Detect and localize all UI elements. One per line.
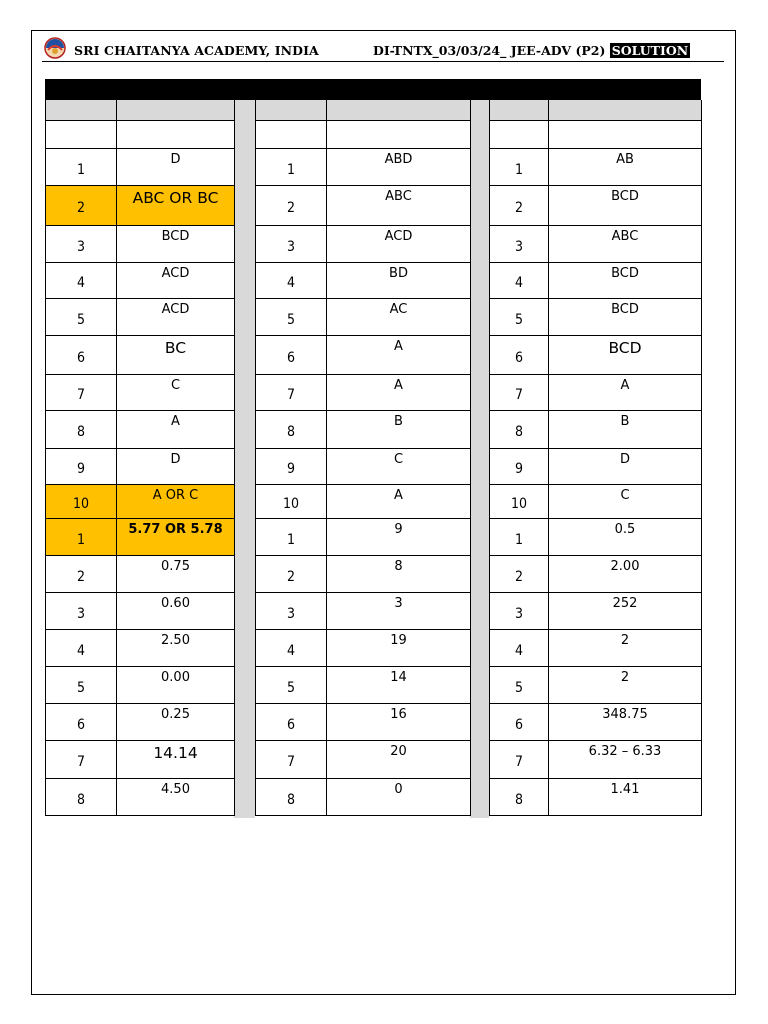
question-number: 8 (490, 778, 549, 815)
answer-row (490, 335, 702, 374)
answer-value: D (117, 448, 235, 484)
answer-value: BCD (549, 298, 702, 335)
question-number: 6 (256, 335, 327, 374)
answer-value: 4.50 (117, 778, 235, 815)
answer-row (46, 448, 235, 484)
question-number: 2 (256, 555, 327, 592)
question-number: 2 (490, 555, 549, 592)
answer-row (256, 262, 471, 298)
question-number: 10 (46, 484, 117, 518)
question-number: 7 (256, 740, 327, 778)
answer-value: 0 (327, 778, 471, 815)
answer-row (256, 225, 471, 262)
answer-value: ACD (117, 298, 235, 335)
answer-value: 0.25 (117, 703, 235, 740)
answer-row (46, 410, 235, 448)
answer-row (46, 484, 235, 518)
question-number: 3 (46, 592, 117, 629)
answer-value: ABC (549, 225, 702, 262)
question-number: 2 (46, 185, 117, 225)
answer-value: 0.75 (117, 555, 235, 592)
answer-row (256, 778, 471, 815)
header-band (490, 100, 702, 120)
question-number: 8 (256, 410, 327, 448)
answer-row (46, 262, 235, 298)
answer-row (490, 262, 702, 298)
answer-row (46, 518, 235, 555)
question-number: 5 (490, 298, 549, 335)
answer-row (490, 555, 702, 592)
question-number: 8 (46, 778, 117, 815)
question-number: 1 (46, 148, 117, 185)
answer-row (256, 484, 471, 518)
answer-value: 19 (327, 629, 471, 666)
answer-value: B (327, 410, 471, 448)
question-number: 7 (46, 374, 117, 410)
answer-row (46, 148, 235, 185)
answer-row (490, 298, 702, 335)
question-number: 5 (256, 666, 327, 703)
answer-row (490, 740, 702, 778)
answer-row (256, 703, 471, 740)
question-number: 3 (46, 225, 117, 262)
question-number: 10 (256, 484, 327, 518)
answer-value: 2 (549, 666, 702, 703)
answer-row (46, 778, 235, 815)
answer-value: 348.75 (549, 703, 702, 740)
answer-value: BC (117, 335, 235, 374)
question-number: 3 (490, 225, 549, 262)
answer-row (490, 592, 702, 629)
answer-value: 0.00 (117, 666, 235, 703)
title-bar (45, 79, 701, 100)
answer-row (46, 298, 235, 335)
answer-row (490, 225, 702, 262)
answer-value: C (549, 484, 702, 518)
logo-icon (42, 36, 68, 60)
answer-row (46, 703, 235, 740)
answer-row (46, 185, 235, 225)
answer-value: C (117, 374, 235, 410)
answer-value: A (117, 410, 235, 448)
question-number: 6 (490, 703, 549, 740)
answer-value: ABD (327, 148, 471, 185)
answer-row (256, 374, 471, 410)
question-number: 3 (490, 592, 549, 629)
answer-row (46, 374, 235, 410)
question-number: 2 (46, 555, 117, 592)
answer-value: A (327, 335, 471, 374)
answer-row (256, 185, 471, 225)
answer-table-3 (489, 100, 702, 816)
question-number: 9 (256, 448, 327, 484)
question-number: 4 (256, 262, 327, 298)
answer-value: AC (327, 298, 471, 335)
question-number: 4 (490, 262, 549, 298)
answer-value: A (327, 374, 471, 410)
answer-row (490, 448, 702, 484)
answer-value: BD (327, 262, 471, 298)
answer-row (490, 484, 702, 518)
answer-value: 2 (549, 629, 702, 666)
answer-value: D (549, 448, 702, 484)
answer-value: A (549, 374, 702, 410)
answer-value: 5.77 OR 5.78 (117, 518, 235, 555)
answer-value: 252 (549, 592, 702, 629)
answer-row (490, 185, 702, 225)
question-number: 5 (490, 666, 549, 703)
answer-value: BCD (549, 262, 702, 298)
question-number: 9 (490, 448, 549, 484)
header-band (256, 100, 471, 120)
question-number: 1 (256, 148, 327, 185)
question-number: 9 (46, 448, 117, 484)
question-number: 7 (256, 374, 327, 410)
column-header-row (256, 120, 471, 148)
answer-value: 0.5 (549, 518, 702, 555)
header-rule (42, 61, 724, 62)
column-header-row (490, 120, 702, 148)
question-number: 1 (256, 518, 327, 555)
question-number: 8 (490, 410, 549, 448)
answer-value: 16 (327, 703, 471, 740)
answer-value: 9 (327, 518, 471, 555)
answer-row (256, 298, 471, 335)
answer-row (46, 555, 235, 592)
question-number: 4 (490, 629, 549, 666)
answer-value: BCD (549, 185, 702, 225)
question-number: 6 (490, 335, 549, 374)
answer-row (256, 666, 471, 703)
answer-row (256, 592, 471, 629)
answer-value: 8 (327, 555, 471, 592)
separator-2 (470, 100, 489, 818)
header-band (46, 100, 235, 120)
solution-label: SOLUTION (611, 43, 689, 58)
paper-code: DI-TNTX_03/03/24_ JEE-ADV (P2) SOLUTION (373, 43, 689, 58)
answer-row (256, 448, 471, 484)
answer-value: 14.14 (117, 740, 235, 778)
answer-row (46, 592, 235, 629)
question-number: 1 (46, 518, 117, 555)
question-number: 6 (256, 703, 327, 740)
answer-value: 0.60 (117, 592, 235, 629)
answer-value: 6.32 – 6.33 (549, 740, 702, 778)
answer-value: C (327, 448, 471, 484)
question-number: 7 (490, 740, 549, 778)
answer-row (46, 629, 235, 666)
answer-table-2 (255, 100, 471, 816)
question-number: 1 (490, 148, 549, 185)
answer-value: 3 (327, 592, 471, 629)
answer-row (256, 740, 471, 778)
answer-row (256, 148, 471, 185)
answer-row (490, 778, 702, 815)
answer-table-1 (45, 100, 235, 816)
answer-value: ACD (117, 262, 235, 298)
answer-row (256, 629, 471, 666)
answer-row (490, 374, 702, 410)
answer-value: 20 (327, 740, 471, 778)
answer-value: B (549, 410, 702, 448)
question-number: 10 (490, 484, 549, 518)
answer-value: ABC OR BC (117, 185, 235, 225)
question-number: 3 (256, 592, 327, 629)
question-number: 8 (256, 778, 327, 815)
answer-value: 1.41 (549, 778, 702, 815)
school-name: SRI CHAITANYA ACADEMY, INDIA (74, 43, 319, 58)
answer-row (490, 666, 702, 703)
question-number: 4 (46, 262, 117, 298)
answer-value: D (117, 148, 235, 185)
question-number: 4 (256, 629, 327, 666)
answer-value: 2.50 (117, 629, 235, 666)
answer-row (256, 518, 471, 555)
question-number: 6 (46, 703, 117, 740)
answer-value: BCD (549, 335, 702, 374)
question-number: 4 (46, 629, 117, 666)
question-number: 2 (490, 185, 549, 225)
answer-row (46, 666, 235, 703)
question-number: 5 (46, 298, 117, 335)
question-number: 8 (46, 410, 117, 448)
question-number: 2 (256, 185, 327, 225)
answer-value: BCD (117, 225, 235, 262)
separator-1 (234, 100, 255, 818)
answer-value: 2.00 (549, 555, 702, 592)
answer-value: ACD (327, 225, 471, 262)
answer-row (46, 740, 235, 778)
question-number: 7 (490, 374, 549, 410)
answer-row (46, 335, 235, 374)
answer-value: AB (549, 148, 702, 185)
question-number: 3 (256, 225, 327, 262)
answer-row (490, 629, 702, 666)
answer-value: A (327, 484, 471, 518)
answer-value: ABC (327, 185, 471, 225)
question-number: 7 (46, 740, 117, 778)
answer-value: A OR C (117, 484, 235, 518)
answer-row (256, 410, 471, 448)
answer-row (490, 148, 702, 185)
answer-row (46, 225, 235, 262)
question-number: 6 (46, 335, 117, 374)
answer-value: 14 (327, 666, 471, 703)
answer-row (490, 410, 702, 448)
question-number: 5 (256, 298, 327, 335)
question-number: 1 (490, 518, 549, 555)
answer-row (490, 703, 702, 740)
answer-row (256, 335, 471, 374)
column-header-row (46, 120, 235, 148)
page-header (42, 36, 724, 62)
question-number: 5 (46, 666, 117, 703)
answer-row (490, 518, 702, 555)
answer-row (256, 555, 471, 592)
